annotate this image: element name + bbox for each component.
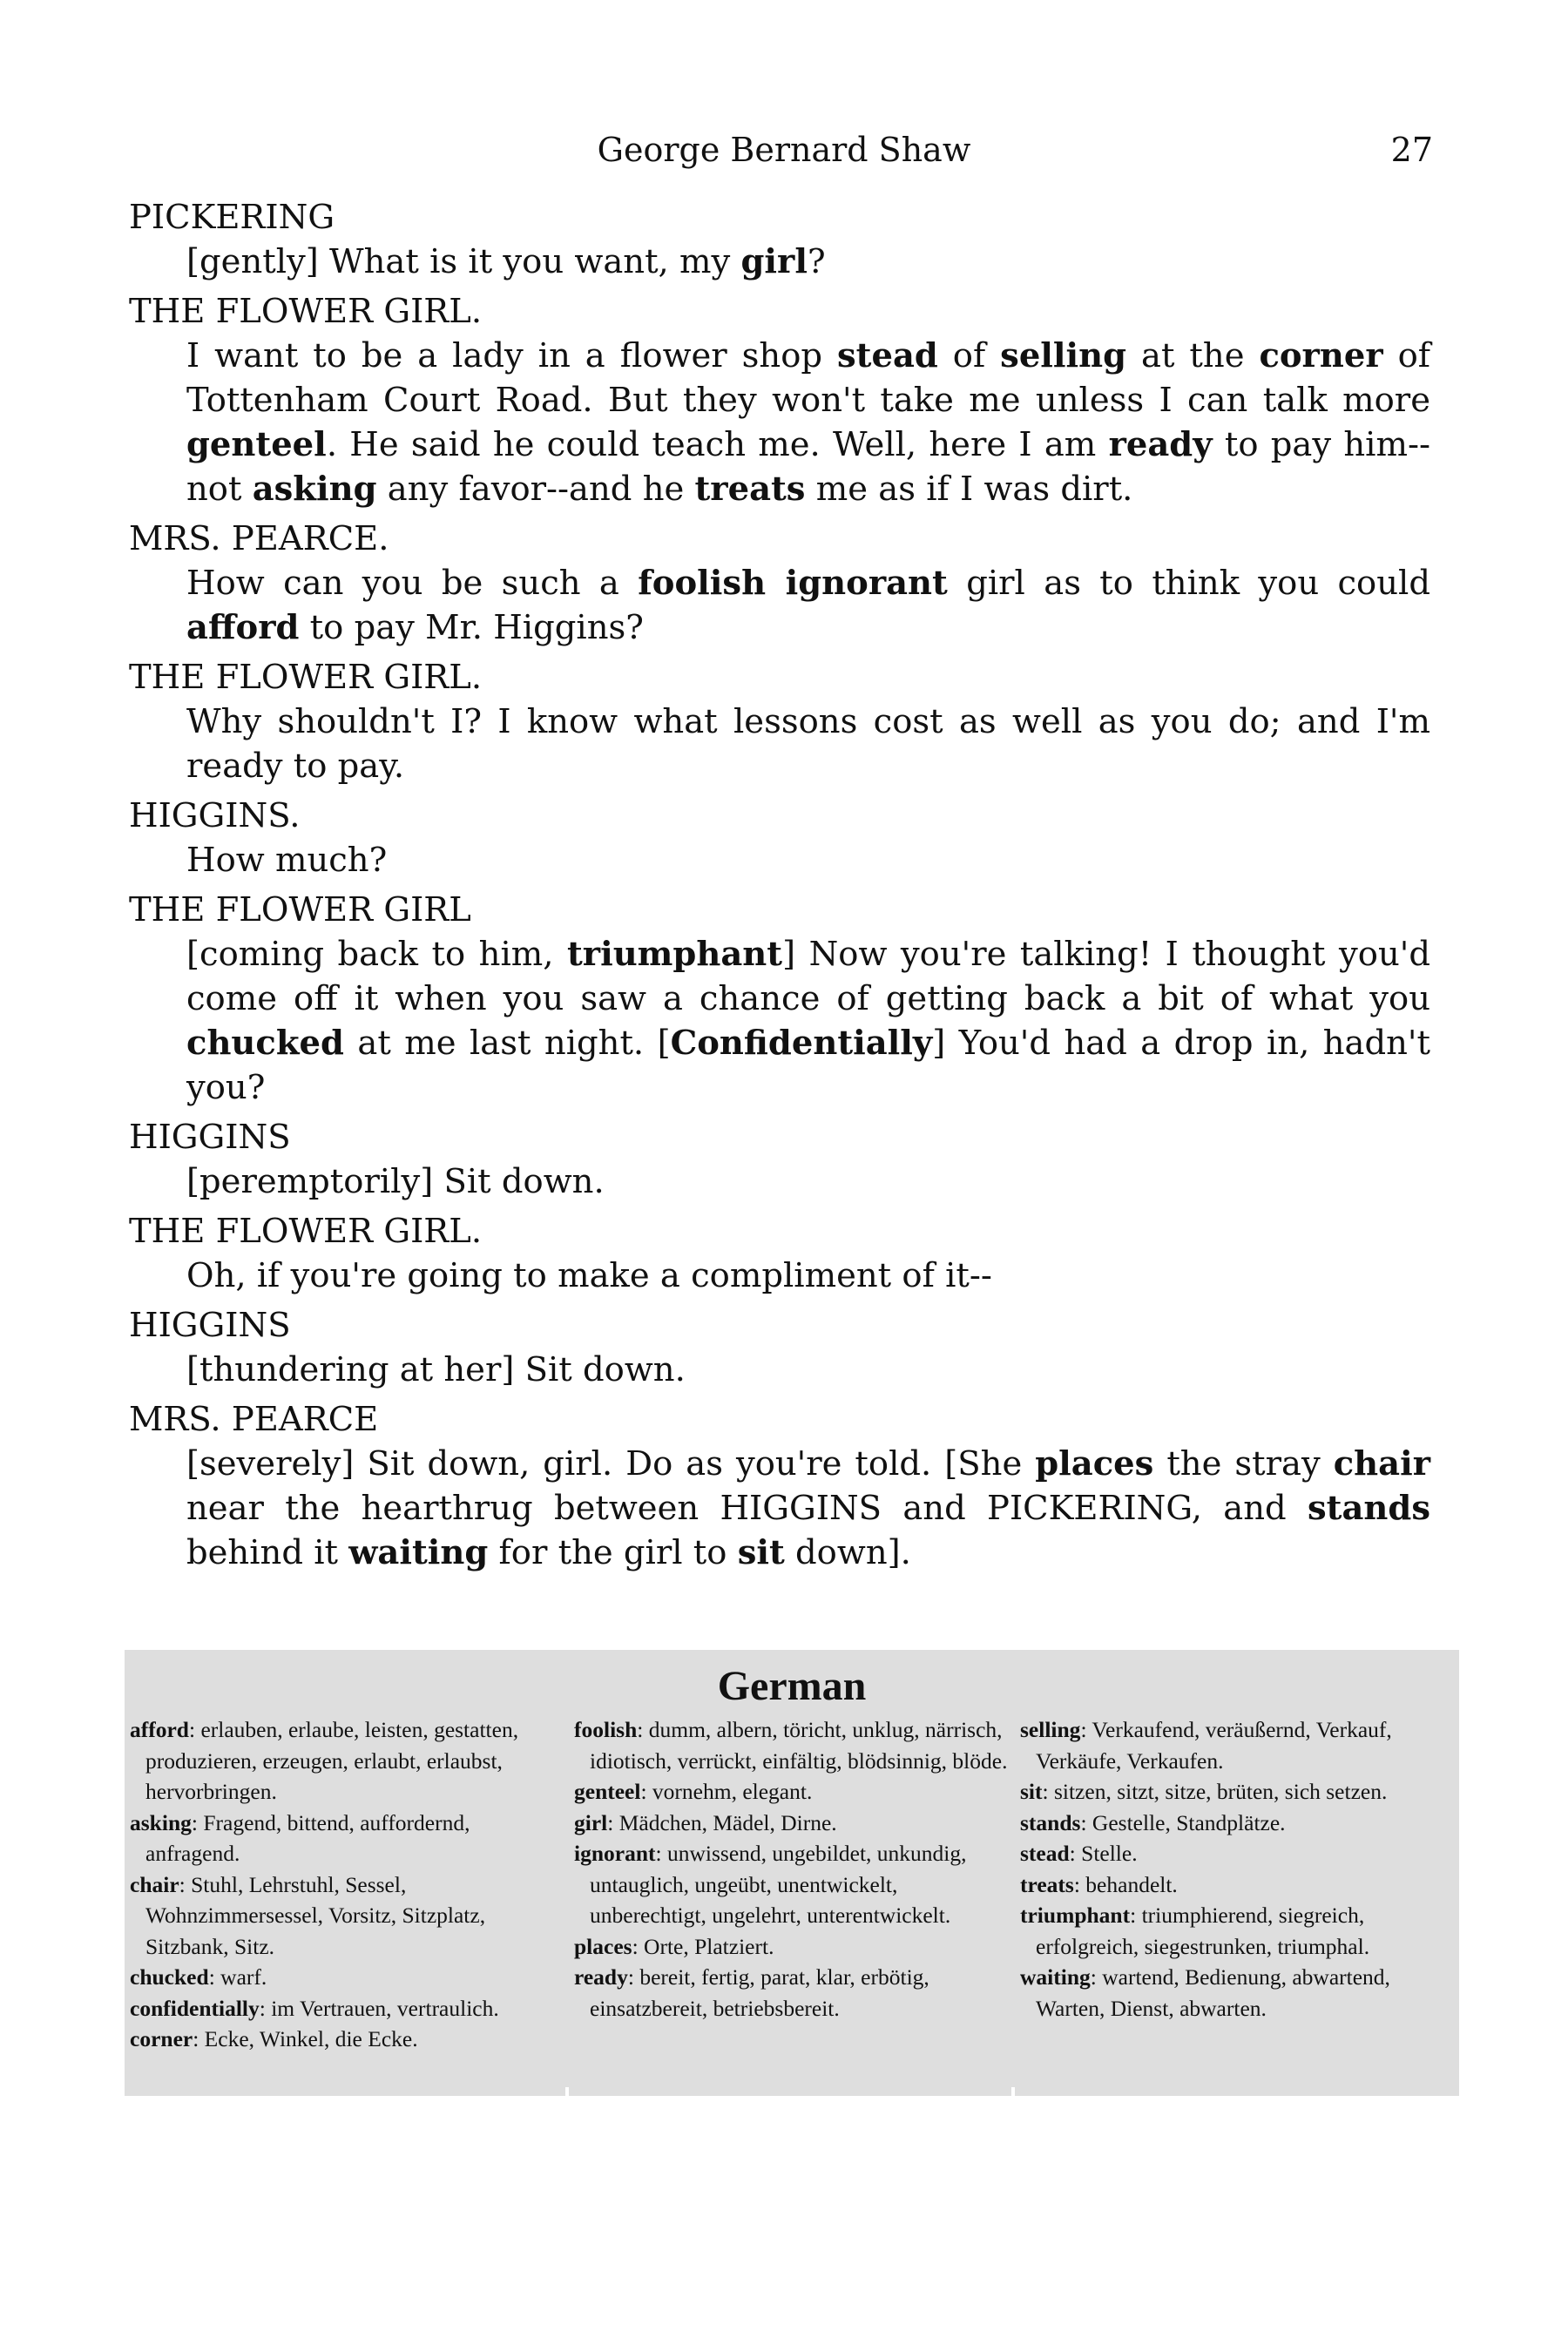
glossary-definition: : erlauben, erlaube, leisten, gestatten, produzieren, erzeugen, erlaubt, erlaubst, hervorbringen. — [145, 1717, 519, 1804]
glossary-entry — [1020, 1962, 1454, 2024]
line-text: down]. — [784, 1533, 911, 1572]
glossary-definition: : Orte, Platziert. — [632, 1933, 774, 1959]
glossary-term: treats — [1020, 1871, 1074, 1897]
glossary-definition: : warf. — [208, 1964, 267, 1990]
glossary-term: ready — [574, 1964, 628, 1990]
speaker-name: MRS. PEARCE — [129, 1400, 379, 1439]
line-text: [coming back to him, — [186, 935, 567, 974]
glossary-definition: : Stuhl, Lehrstuhl, Sessel, Wohnzimmersessel, Vorsitz, Sitzplatz, Sitzbank, Sitz. — [145, 1871, 486, 1959]
glossed-word: places — [1035, 1444, 1154, 1484]
glossary-term: chucked — [130, 1964, 209, 1990]
line-text: at the — [1126, 336, 1260, 375]
german-glossary — [125, 1650, 1459, 2096]
glossary-title: German — [717, 1663, 867, 1709]
glossary-term: triumphant — [1020, 1903, 1131, 1928]
glossary-term: waiting — [1020, 1964, 1091, 1990]
dialogue-line — [186, 1442, 1430, 1575]
glossary-entry — [130, 2024, 564, 2055]
play-dialogue — [129, 193, 1430, 1580]
line-text: [peremptorily] Sit down. — [186, 1162, 605, 1201]
dialogue-line — [186, 700, 1430, 788]
line-text: ] Now you're talking! I thought you'd come off it when you saw a chance of getting back a bit of what you — [186, 935, 1430, 1018]
line-text: Oh, if you're going to make a compliment of it-- — [186, 1256, 992, 1295]
line-text: [gently] What is it you want, my — [186, 242, 741, 281]
speaker-name: HIGGINS — [129, 1118, 291, 1157]
line-text: I want to be a lady in a flower shop — [186, 336, 837, 375]
page-header — [0, 131, 1568, 174]
glossary-definition: : vornehm, elegant. — [640, 1779, 813, 1804]
dialogue-line — [186, 1254, 1430, 1298]
glossed-word: foolish ignorant — [638, 564, 948, 603]
line-text: of — [937, 336, 1001, 375]
glossary-column-2 — [574, 1714, 1008, 2024]
glossary-definition: : Verkaufend, veräußernd, Verkauf, Verkäufe, Verkaufen. — [1036, 1717, 1392, 1774]
speaker-name: THE FLOWER GIRL. — [129, 658, 483, 697]
dialogue-line — [186, 240, 1430, 284]
glossed-word: selling — [1000, 336, 1127, 375]
line-text: girl as to think you could — [947, 564, 1430, 603]
line-text: for the girl to — [488, 1533, 738, 1572]
glossary-entry — [1020, 1869, 1454, 1901]
glossed-word: chair — [1333, 1444, 1430, 1484]
glossary-definition: : wartend, Bedienung, abwartend, Warten, Dienst, abwarten. — [1036, 1964, 1390, 2021]
glossary-term: stands — [1020, 1809, 1081, 1835]
glossed-word: treats — [694, 470, 806, 509]
line-text: [severely] Sit down, girl. Do as you're told. [She — [186, 1444, 1036, 1484]
glossary-entry — [130, 1993, 564, 2024]
glossed-word: chucked — [186, 1024, 344, 1063]
speaker-name: HIGGINS — [129, 1306, 291, 1345]
glossary-term: selling — [1020, 1717, 1081, 1742]
glossary-entry — [574, 1962, 1008, 2024]
glossary-entry — [574, 1838, 1008, 1931]
glossary-definition: : triumphierend, siegreich, erfolgreich, siegestrunken, triumphal. — [1036, 1903, 1370, 1959]
glossed-word: ready — [1108, 425, 1213, 464]
speaker-name: PICKERING — [129, 198, 335, 237]
dialogue-line — [186, 1159, 1430, 1204]
speaker-name: HIGGINS. — [129, 796, 301, 835]
glossary-definition: : Ecke, Winkel, die Ecke. — [193, 2026, 418, 2051]
glossary-column-1 — [130, 1714, 564, 2055]
glossary-term: corner — [130, 2026, 193, 2051]
glossary-term: genteel — [574, 1779, 641, 1804]
dialogue-line — [186, 1348, 1430, 1392]
glossary-definition: : unwissend, ungebildet, unkundig, untauglich, ungeübt, unentwickelt, unberechtigt, ungelehrt, unterentwickelt. — [590, 1841, 967, 1928]
line-text: How can you be such a — [186, 564, 639, 603]
glossary-entry — [130, 1714, 564, 1808]
glossary-definition: : sitzen, sitzt, sitze, brüten, sich setzen. — [1042, 1779, 1388, 1804]
glossary-entry — [1020, 1900, 1454, 1962]
dialogue-line — [186, 334, 1430, 511]
glossed-word: Confidentially — [670, 1024, 933, 1063]
speaker-name: THE FLOWER GIRL — [129, 890, 471, 929]
glossary-term: foolish — [574, 1717, 638, 1742]
running-head-author: George Bernard Shaw — [597, 131, 971, 169]
glossary-term: girl — [574, 1809, 608, 1835]
glossed-word: asking — [252, 470, 377, 509]
glossary-entry — [1020, 1838, 1454, 1869]
glossary-column-3 — [1020, 1714, 1454, 2024]
line-text: Why shouldn't I? I know what lessons cost as well as you do; and I'm ready to pay. — [186, 702, 1430, 786]
glossary-entry — [574, 1931, 1008, 1963]
glossary-term: confidentially — [130, 1995, 260, 2021]
glossary-definition: : bereit, fertig, parat, klar, erbötig, einsatzbereit, betriebsbereit. — [590, 1964, 929, 2021]
glossary-definition: : Stelle. — [1069, 1841, 1138, 1866]
glossary-definition: : im Vertrauen, vertraulich. — [259, 1995, 499, 2021]
speaker-name: MRS. PEARCE. — [129, 519, 389, 558]
line-text: behind it — [186, 1533, 349, 1572]
dialogue-line — [186, 838, 1430, 882]
glossary-term: ignorant — [574, 1841, 656, 1866]
column-gap — [565, 2087, 569, 2096]
glossary-entry — [130, 1962, 564, 1993]
page-number: 27 — [1390, 131, 1433, 169]
glossary-entry — [130, 1869, 564, 1963]
line-text: near the hearthrug between HIGGINS and PICKERING, and — [186, 1489, 1308, 1528]
glossed-word: stead — [836, 336, 938, 375]
column-gap — [1011, 2087, 1015, 2096]
glossary-term: afford — [130, 1717, 189, 1742]
glossary-definition: : behandelt. — [1073, 1871, 1178, 1897]
glossed-word: waiting — [348, 1533, 489, 1572]
glossed-word: triumphant — [567, 935, 783, 974]
line-text: at me last night. [ — [343, 1024, 671, 1063]
glossary-term: asking — [130, 1809, 192, 1835]
line-text: to pay Mr. Higgins? — [299, 608, 644, 647]
glossary-definition: : Gestelle, Standplätze. — [1080, 1809, 1286, 1835]
line-text: . He said he could teach me. Well, here I am — [326, 425, 1109, 464]
glossary-entry — [1020, 1714, 1454, 1776]
glossary-term: stead — [1020, 1841, 1070, 1866]
dialogue-line — [186, 932, 1430, 1110]
glossary-term: sit — [1020, 1779, 1043, 1804]
line-text: me as if I was dirt. — [805, 470, 1133, 509]
glossary-term: chair — [130, 1871, 179, 1897]
glossed-word: stands — [1308, 1489, 1430, 1528]
line-text: [thundering at her] Sit down. — [186, 1350, 686, 1389]
glossary-entry — [1020, 1776, 1454, 1808]
glossed-word: girl — [740, 242, 808, 281]
glossary-entry — [574, 1808, 1008, 1839]
glossary-entry — [1020, 1808, 1454, 1839]
glossary-definition: : dumm, albern, töricht, unklug, närrisch, idiotisch, verrückt, einfältig, blödsinnig, blöde. — [590, 1717, 1008, 1774]
line-text: the stray — [1153, 1444, 1334, 1484]
speaker-name: THE FLOWER GIRL. — [129, 1212, 483, 1251]
line-text: ? — [807, 242, 826, 281]
dialogue-line — [186, 561, 1430, 650]
line-text: of Tottenham Court Road. But they won't take me unless I can talk more — [186, 336, 1430, 420]
glossed-word: genteel — [186, 425, 327, 464]
line-text: ] You'd had a drop in, hadn't you? — [186, 1024, 1430, 1107]
glossed-word: sit — [737, 1533, 785, 1572]
glossed-word: afford — [186, 608, 300, 647]
glossary-definition: : Mädchen, Mädel, Dirne. — [607, 1809, 837, 1835]
glossed-word: corner — [1259, 336, 1383, 375]
glossary-entry — [574, 1714, 1008, 1776]
glossary-term: places — [574, 1933, 632, 1959]
line-text: How much? — [186, 841, 388, 880]
glossary-entry — [574, 1776, 1008, 1808]
line-text: to pay him--not — [186, 425, 1430, 509]
line-text: any favor--and he — [376, 470, 695, 509]
glossary-definition: : Fragend, bittend, auffordernd, anfragend. — [145, 1809, 470, 1866]
glossary-entry — [130, 1808, 564, 1869]
speaker-name: THE FLOWER GIRL. — [129, 292, 483, 331]
